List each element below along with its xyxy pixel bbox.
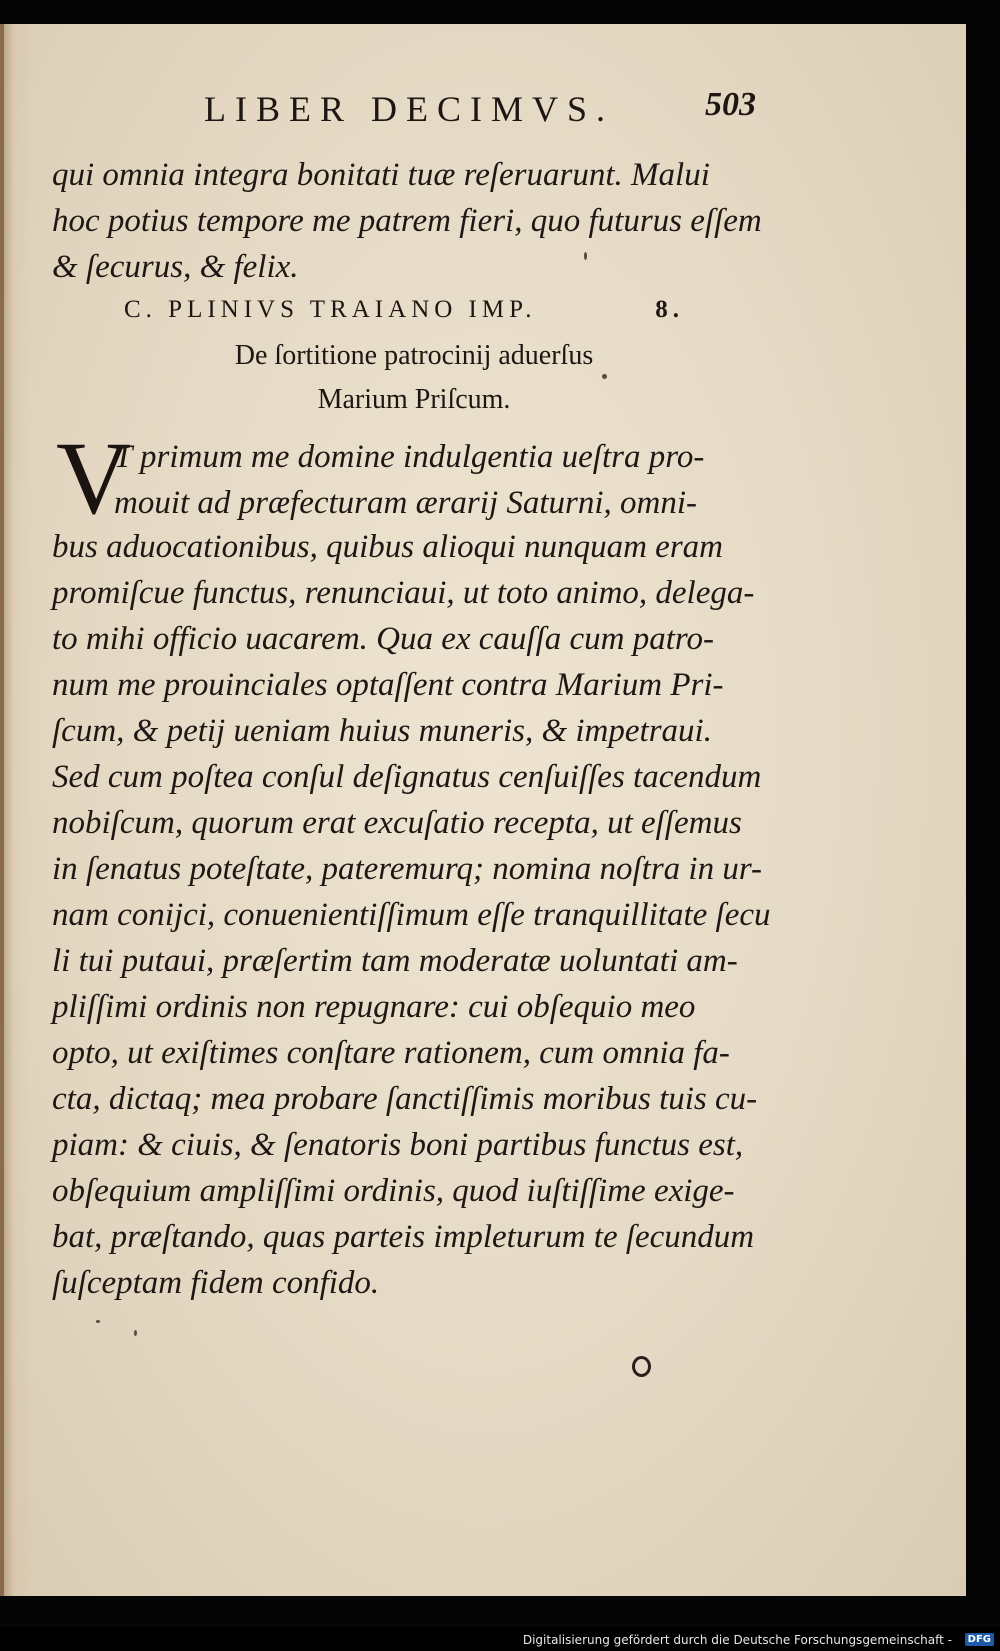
text-line: promiſcue functus, renunciaui, ut toto animo, delega-	[52, 575, 755, 611]
text-line: opto, ut exiſtimes conſtare rationem, cum omnia fa-	[52, 1035, 730, 1071]
text-line: qui omnia integra bonitati tuæ reſeruarunt. Malui	[52, 157, 710, 193]
letter-subject-line: Marium Priſcum.	[317, 384, 511, 415]
letter-heading-text: C. PLINIVS TRAIANO IMP.	[124, 296, 537, 323]
letter-opening	[114, 434, 774, 526]
ring-ornament	[632, 1356, 651, 1377]
text-line: pliſſimi ordinis non repugnare: cui obſequio meo	[52, 989, 696, 1025]
page-number: 503	[705, 86, 756, 123]
continuation-text	[52, 152, 772, 290]
letter-body	[52, 524, 772, 1306]
text-line: in ſenatus poteſtate, pateremurq; nomina noſtra in ur-	[52, 851, 762, 887]
text-line: hoc potius tempore me patrem fieri, quo futurus eſſem	[52, 203, 762, 239]
letter-heading	[124, 296, 684, 324]
text-line: bus aduocationibus, quibus alioqui nunquam eram	[52, 529, 724, 565]
text-line: num me prouinciales optaſſent contra Marium Pri-	[52, 667, 724, 703]
page-header	[204, 88, 764, 136]
text-line: nam conijci, conuenientiſſimum eſſe tranquillitate ſecu	[52, 897, 771, 933]
paper-speck	[96, 1320, 100, 1323]
funding-credit: Digitalisierung gefördert durch die Deutsche Forschungsgemeinschaft -	[522, 1633, 952, 1647]
text-line: ſuſceptam fidem confido.	[52, 1265, 380, 1301]
text-line: & ſecurus, & felix.	[52, 249, 299, 285]
drop-cap: V	[56, 421, 132, 536]
paper-speck	[602, 374, 607, 379]
paper-speck	[584, 252, 587, 260]
text-line: ſcum, & petij ueniam huius muneris, & impetraui.	[52, 713, 712, 749]
text-line: to mihi officio uacarem. Qua ex cauſſa cum patro-	[52, 621, 715, 657]
text-line: T primum me domine indulgentia ueſtra pro-	[114, 439, 705, 475]
text-line: piam: & ciuis, & ſenatoris boni partibus functus est,	[52, 1127, 744, 1163]
text-line: li tui putaui, præſertim tam moderatæ uoluntati am-	[52, 943, 738, 979]
letter-number: 8.	[655, 296, 684, 323]
paper-speck	[134, 1330, 137, 1336]
text-line: bat, præſtando, quas parteis impleturum te ſecundum	[52, 1219, 755, 1255]
text-line: mouit ad præfecturam ærarij Saturni, omni-	[114, 485, 698, 521]
text-line: Sed cum poſtea conſul deſignatus cenſuiſſes tacendum	[52, 759, 762, 795]
text-line: obſequium ampliſſimi ordinis, quod iuſtiſſime exige-	[52, 1173, 735, 1209]
letter-subject-line: De ſortitione patrocinij aduerſus	[234, 340, 594, 371]
book-page	[0, 24, 966, 1596]
text-line: nobiſcum, quorum erat excuſatio recepta, ut eſſemus	[52, 805, 742, 841]
dfg-logo: DFG	[965, 1633, 994, 1646]
running-head: LIBER DECIMVS.	[204, 89, 615, 129]
footer-bar	[0, 1627, 1000, 1651]
text-line: cta, dictaq; mea probare ſanctiſſimis moribus tuis cu-	[52, 1081, 758, 1117]
